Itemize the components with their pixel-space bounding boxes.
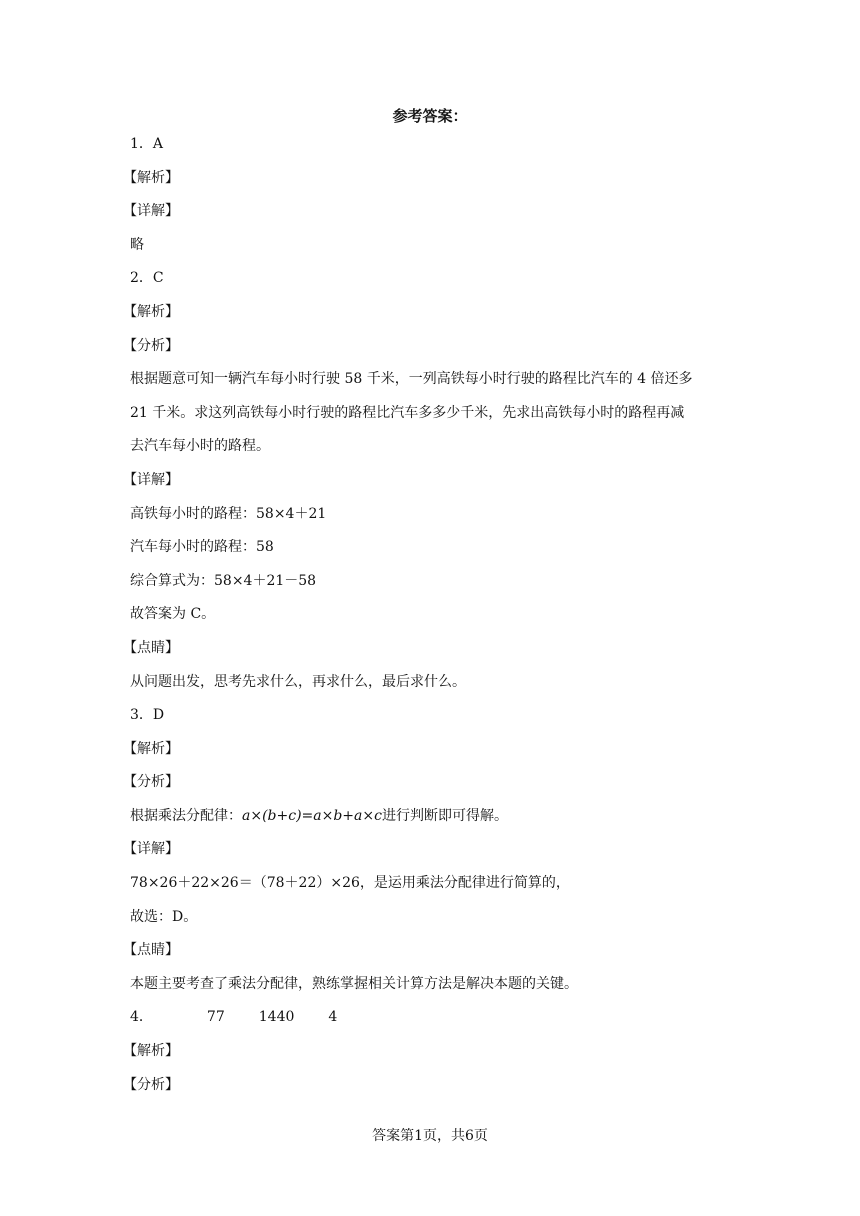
- q4-jiexi-label: 【解析】: [123, 1043, 179, 1060]
- q3-formula: a×(b+c)=a×b+a×c: [242, 807, 382, 824]
- q3-dianjing-label: 【点睛】: [123, 942, 179, 959]
- page-title: 参考答案：: [392, 107, 468, 125]
- q3-jiexi-label: 【解析】: [123, 740, 179, 757]
- q4-blank-1: 77: [206, 1009, 225, 1026]
- q3-xiangjie-label: 【详解】: [123, 841, 179, 858]
- q4-number: 4．: [130, 1009, 153, 1026]
- q2-detail-line-2: 汽车每小时的路程：58: [130, 539, 274, 556]
- q3-analysis: [130, 805, 740, 839]
- q4-fenxi-label: 【分析】: [123, 1076, 179, 1093]
- q2-detail-line-4: 故答案为 C。: [130, 606, 216, 623]
- q3-comment: 本题主要考查了乘法分配律，熟练掌握相关计算方法是解决本题的关键。: [130, 975, 578, 992]
- answer-content: [123, 133, 740, 1107]
- q2-detail-line-1: 高铁每小时的路程：58×4＋21: [130, 505, 327, 522]
- q2-analysis-line-3: 去汽车每小时的路程。: [130, 438, 270, 455]
- q2-answer: 2．C: [130, 270, 164, 287]
- q3-analysis-suffix: 进行判断即可得解。: [381, 807, 508, 824]
- q2-xiangjie-label: 【详解】: [123, 471, 179, 488]
- q4-blank-2: 1440: [258, 1009, 295, 1026]
- q3-analysis-prefix: 根据乘法分配律：: [130, 807, 242, 824]
- q4-answer: [130, 1006, 740, 1040]
- q2-jiexi-label: 【解析】: [123, 303, 179, 320]
- q2-analysis-line-1: 根据题意可知一辆汽车每小时行驶 58 千米，一列高铁每小时行驶的路程比汽车的 4 倍还多: [130, 371, 693, 388]
- q1-jiexi-label: 【解析】: [123, 169, 179, 186]
- q3-answer: 3．D: [130, 707, 165, 724]
- q3-detail-line-1: 78×26＋22×26＝（78＋22）×26，是运用乘法分配律进行简算的，: [130, 875, 570, 892]
- q3-fenxi-label: 【分析】: [123, 774, 179, 791]
- q2-fenxi-label: 【分析】: [123, 337, 179, 354]
- q1-xiangjie-label: 【详解】: [123, 203, 179, 220]
- page-footer: 答案第1页，共6页: [372, 1128, 488, 1144]
- q2-comment: 从问题出发，思考先求什么，再求什么，最后求什么。: [130, 673, 466, 690]
- q1-answer: 1．A: [130, 136, 164, 152]
- q1-detail: 略: [130, 236, 144, 253]
- q2-analysis-line-2: 21 千米。求这列高铁每小时行驶的路程比汽车多多少千米，先求出高铁每小时的路程再减: [130, 404, 685, 421]
- q4-blank-3: 4: [328, 1009, 338, 1026]
- q2-dianjing-label: 【点睛】: [123, 639, 179, 656]
- q3-detail-line-2: 故选：D。: [130, 908, 198, 925]
- q2-detail-line-3: 综合算式为：58×4＋21－58: [130, 572, 317, 589]
